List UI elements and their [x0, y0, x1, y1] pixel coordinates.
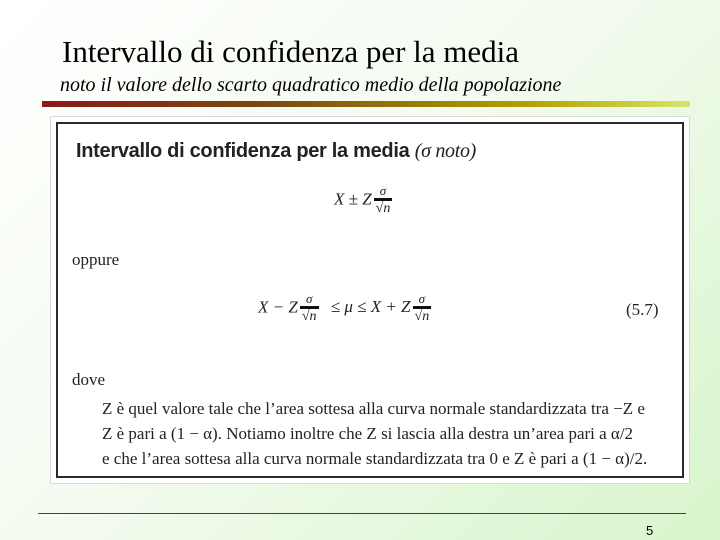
formula-inequality-left: X − Z [258, 297, 298, 317]
footer-divider [38, 513, 686, 514]
explanation-paragraph [102, 396, 677, 471]
slide-title: Intervallo di confidenza per la media [62, 34, 520, 69]
formula-inequality-middle: ≤ μ ≤ X + Z [330, 297, 411, 317]
sqrt-symbol: √ [375, 201, 384, 216]
excerpt-frame [56, 122, 684, 478]
formula-inequality-fraction-right [413, 292, 432, 325]
excerpt-title-text: Intervallo di confidenza per la media [76, 140, 410, 162]
sqrt-symbol: √ [414, 309, 423, 324]
page-number: 5 [646, 523, 654, 538]
sqrt-symbol: √ [301, 309, 310, 324]
equation-number: (5.7) [626, 300, 659, 319]
formula-interval [334, 184, 392, 217]
slide-subtitle: noto il valore dello scarto quadratico medio della popolazione [60, 74, 562, 96]
formula-interval-left: X ± Z [334, 189, 372, 209]
excerpt-title-sigma: (σ noto) [414, 140, 477, 162]
fraction-numerator: σ [379, 183, 387, 198]
formula-inequality [258, 292, 431, 325]
sample-size: n [422, 309, 430, 324]
fraction-denominator [413, 306, 432, 325]
sample-size: n [383, 201, 391, 216]
explanation-line: Z è quel valore tale che l’area sottesa alla curva normale standardizzata tra −Z e [102, 399, 645, 418]
explanation-line: e che l’area sottesa alla curva normale standardizzata tra 0 e Z è pari a (1 − α)/2. [102, 449, 648, 468]
dove-label: dove [72, 370, 106, 389]
formula-inequality-fraction-left [300, 292, 319, 325]
title-divider [42, 101, 690, 107]
fraction-denominator [300, 306, 319, 325]
oppure-label: oppure [72, 250, 120, 269]
textbook-excerpt [50, 116, 690, 484]
fraction-numerator: σ [418, 291, 426, 306]
explanation-line: Z è pari a (1 − α). Notiamo inoltre che Z si lascia alla destra un’area pari a α/2 [102, 424, 634, 443]
fraction-denominator [374, 198, 393, 217]
formula-interval-fraction [374, 184, 393, 217]
excerpt-title [76, 140, 476, 163]
fraction-numerator: σ [305, 291, 313, 306]
sample-size: n [309, 309, 317, 324]
